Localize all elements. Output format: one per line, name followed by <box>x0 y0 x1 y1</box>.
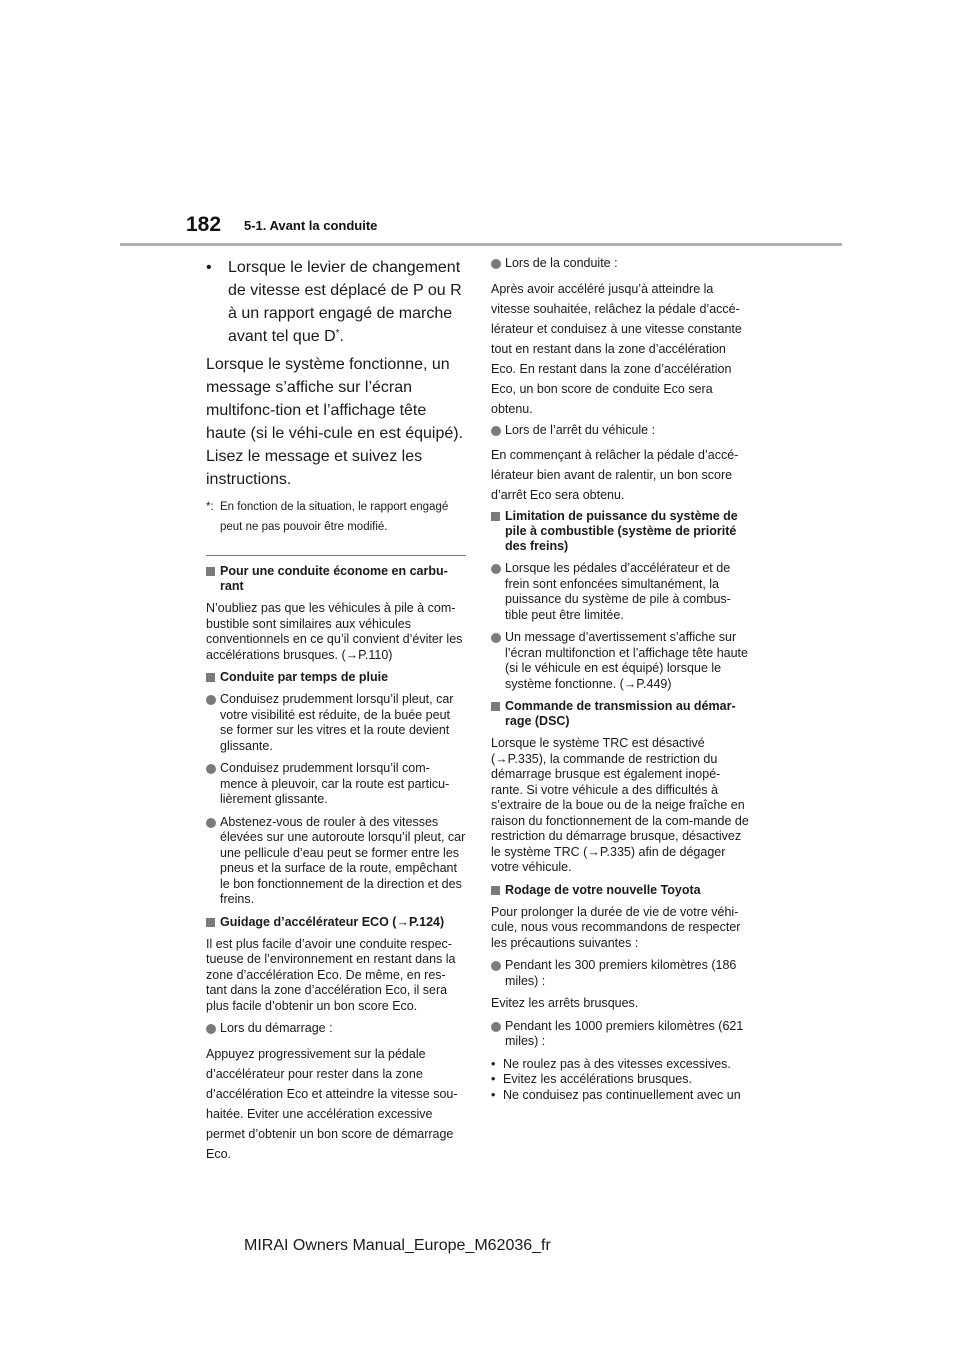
list-item <box>491 423 751 439</box>
square-bullet-icon <box>491 886 500 895</box>
section-title: 5-1. Avant la conduite <box>244 218 378 233</box>
paragraph-arret: En commençant à relâcher la pédale d’accé-lérateur bien avant de ralentir, un bon score d’arrêt Eco sera obtenu. <box>491 448 739 502</box>
list-item-text: Lors de la conduite : <box>505 256 618 270</box>
dash-item <box>491 1088 751 1104</box>
heading-pluie <box>206 670 466 685</box>
square-bullet-icon <box>206 918 215 927</box>
circle-bullet-icon <box>491 633 501 643</box>
list-item-text: Conduisez prudemment lorsqu’il pleut, car votre visibilité est réduite, de la buée peut se former sur les vitres et la route devient glissante. <box>220 692 454 753</box>
bullet-text <box>228 256 466 348</box>
dash-mark: • <box>491 1056 496 1071</box>
circle-bullet-icon <box>206 695 216 705</box>
list-item-text: Pendant les 300 premiers kilomètres (186 miles) : <box>505 958 737 988</box>
list-item <box>491 630 751 692</box>
list-item <box>491 1019 751 1050</box>
footnote <box>206 497 466 537</box>
list-item <box>491 958 751 989</box>
circle-bullet-icon <box>206 764 216 774</box>
square-bullet-icon <box>491 512 500 521</box>
bullet-lever <box>206 256 466 348</box>
footnote-text: En fonction de la situation, le rapport engagé peut ne pas pouvoir être modifié. <box>220 501 449 533</box>
list-item <box>206 1021 466 1037</box>
list-item-text: Lorsque les pédales d’accélérateur et de frein sont enfoncées simultanément, la puissance du système de pile à combus-tible peut être limitée. <box>505 561 731 622</box>
dash-item-text: Ne conduisez pas continuellement avec un <box>503 1087 741 1102</box>
paragraph-conduite: Après avoir accéléré jusqu’à atteindre la vitesse souhaitée, relâchez la pédale d’accé-lérateur et conduisez à une vitesse constante tout en restant dans la zone d’accélération Eco. En restant dans la zone d’accélération Eco, un bon score de conduite Eco sera obtenu. <box>491 281 742 416</box>
system-message-paragraph: Lorsque le système fonctionne, un message s’affiche sur l’écran multifonc-tion et l’affichage tête haute (si le véhi-cule en est équipé). Lisez le message et suivez les instructions. <box>206 356 464 488</box>
footnote-mark: *: <box>206 501 214 513</box>
list-item-text: Lors du démarrage : <box>220 1021 333 1035</box>
header-rule <box>120 243 842 246</box>
dash-mark: • <box>491 1072 496 1086</box>
paragraph-dsc: Lorsque le système TRC est désactivé (→P.335), la commande de restriction du démarrage brusque est également inopé-rante. Si votre véhicule a des difficultés à s’extraire de la boue ou de la neige fraîche en raison du fonctionnement de la com-mande de restriction du démarrage brusque, désactivez le système TRC (→P.335) afin de dégager votre véhicule. <box>491 736 749 874</box>
list-item-text: Lors de l’arrêt du véhicule : <box>505 422 656 437</box>
heading-text: Commande de transmission au démar-rage (DSC) <box>505 699 736 728</box>
circle-bullet-icon <box>206 1024 216 1034</box>
square-bullet-icon <box>491 702 500 711</box>
circle-bullet-icon <box>491 259 501 269</box>
list-item <box>491 561 751 623</box>
bullet-mark: • <box>206 259 212 276</box>
footer-doc-title: MIRAI Owners Manual_Europe_M62036_fr <box>244 1237 551 1254</box>
heading-limitation <box>491 509 751 554</box>
page-header <box>0 0 960 250</box>
left-column <box>206 256 466 1168</box>
bullet-end: . <box>339 328 344 345</box>
list-item <box>491 256 751 272</box>
paragraph-rodage: Pour prolonger la durée de vie de votre véhi-cule, nous vous recommandons de respecter les précautions suivantes : <box>491 904 741 950</box>
heading-text: Rodage de votre nouvelle Toyota <box>505 882 701 897</box>
square-bullet-icon <box>206 567 215 576</box>
paragraph-300: Evitez les arrêts brusques. <box>491 996 639 1010</box>
heading-econome <box>206 564 466 594</box>
list-item-text: Conduisez prudemment lorsqu’il com-mence à pleuvoir, car la route est particu-lièrement glissante. <box>220 761 450 806</box>
paragraph-demarrage: Appuyez progressivement sur la pédale d’accélérateur pour rester dans la zone d’accélération Eco et atteindre la vitesse sou-haitée. Eviter une accélération excessive permet d’obtenir un bon score de démarrage Eco. <box>206 1046 458 1161</box>
paragraph-econome: N’oubliez pas que les véhicules à pile à com-bustible sont similaires aux véhicules conventionnels en ce qu’il convient d’éviter les accélérations brusques. (→P.110) <box>206 601 463 662</box>
section-divider <box>206 555 466 556</box>
list-item-text: Un message d’avertissement s’affiche sur l’écran multifonction et l’affichage tête haute (si le véhicule en est équipé) lorsque le système fonctionne. (→P.449) <box>505 630 748 691</box>
circle-bullet-icon <box>491 1022 501 1032</box>
dash-item <box>491 1057 751 1073</box>
circle-bullet-icon <box>491 426 501 436</box>
heading-rodage <box>491 883 751 898</box>
right-column <box>491 256 751 1103</box>
square-bullet-icon <box>206 673 215 682</box>
circle-bullet-icon <box>491 564 501 574</box>
circle-bullet-icon <box>491 961 501 971</box>
heading-text: Pour une conduite économe en carbu-rant <box>220 564 448 593</box>
dash-item-text: Ne roulez pas à des vitesses excessives. <box>503 1056 731 1071</box>
heading-eco <box>206 915 466 930</box>
heading-text: Limitation de puissance du système de pile à combustible (système de priorité des freins) <box>505 509 738 553</box>
dash-mark: • <box>491 1087 496 1102</box>
list-item-text: Abstenez-vous de rouler à des vitesses élevées sur une autoroute lorsqu’il pleut, car une pellicule d’eau peut se former entre les pneus et la surface de la route, empêchant le bon fonctionnement de la direction et des freins. <box>220 814 466 906</box>
asterisk-mark: * <box>335 328 340 339</box>
list-item <box>206 692 466 754</box>
page-number: 182 <box>186 213 222 236</box>
circle-bullet-icon <box>206 818 216 828</box>
heading-text: Guidage d’accélérateur ECO (→P.124) <box>220 914 445 929</box>
bullet-lever-text: Lorsque le levier de changement de vitesse est déplacé de P ou R à un rapport engagé de marche avant tel que D <box>228 259 462 345</box>
paragraph-eco: Il est plus facile d’avoir une conduite respec-tueuse de l’environnement en restant dans la zone d’accélération Eco. De même, en res-tant dans la zone d’accélération Eco, il sera plus facile d’obtenir un bon score Eco. <box>206 936 456 1013</box>
dash-item-text: Evitez les accélérations brusques. <box>503 1072 692 1086</box>
list-item <box>206 815 466 908</box>
list-item <box>206 761 466 808</box>
list-item-text: Pendant les 1000 premiers kilomètres (621 miles) : <box>505 1018 744 1048</box>
dash-item <box>491 1072 751 1088</box>
heading-text: Conduite par temps de pluie <box>220 670 389 684</box>
heading-dsc <box>491 699 751 729</box>
